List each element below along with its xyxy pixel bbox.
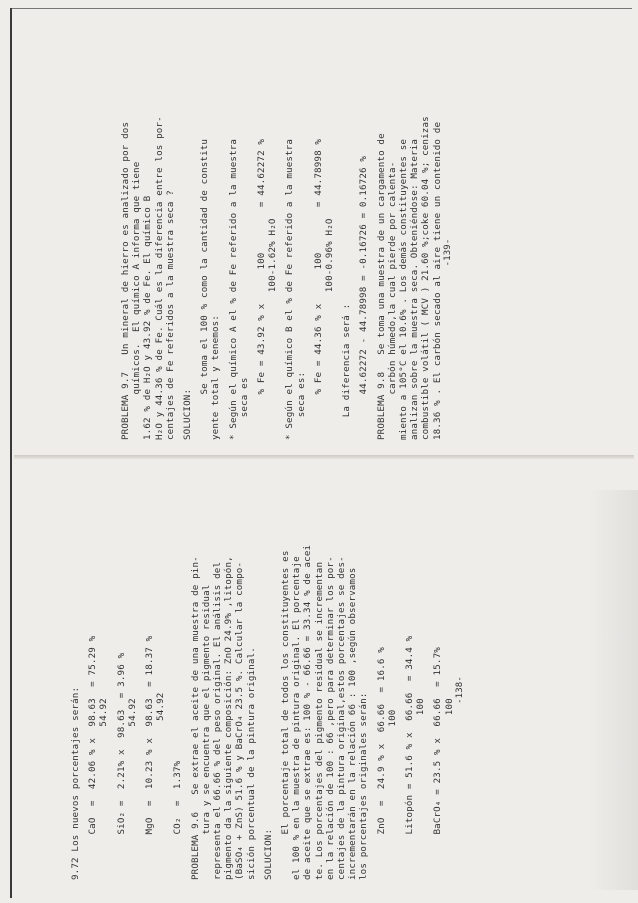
text-line: analizan sobre la muestra seca. Obteniéndose: Materia <box>409 138 421 440</box>
text-line: carbón húmedo,la cual pierde por calenta- <box>386 161 398 440</box>
text-line: CaO = 42.06 % x 98.63 = 75.29 % <box>87 635 99 880</box>
text-line: pigmento da la siguiente composición: ZnO 24.9% ,litopón, <box>223 556 235 880</box>
text-line: % Fe = 44.36 % x 100 = 44.78998 % <box>312 138 324 440</box>
text-line: 100 <box>415 698 427 880</box>
text-line: 54.92 <box>98 698 110 880</box>
text-line: miento a 105°C el 10.6% . Los demás constituyentes se <box>398 138 410 440</box>
text-line: el 100 % en la muestra de pintura original. El porcentaje <box>291 556 303 880</box>
page-139 <box>120 65 540 440</box>
text-line: * Según el químico A el % de Fe referido a la muestra <box>227 138 239 440</box>
page-138 <box>70 500 550 880</box>
text-line: SiO₂ = 2.21% x 98.63 = 3.96 % <box>115 652 127 880</box>
text-line: yente total y tenemos: <box>210 315 222 440</box>
text-line: MgO = 10.23 % x 98.63 = 18.37 % <box>144 635 156 880</box>
text-line: químicos. El químico A informa que tiene <box>131 161 143 440</box>
text-line: de aceite que se extrae es: 100 % - 66.66 = 33.34 % de acei <box>302 544 314 880</box>
text-line: 1.62 % de H₂O y 43.92 % de Fe. El químico B <box>142 195 154 440</box>
text-line: (BaSO₄ + ZnS) 51.6 % y BaCrO₄ 23.5 %. Calcular la compo- <box>234 561 246 880</box>
text-line: seca es <box>238 377 250 440</box>
text-line: 18.36 % . El carbón secado al aire tiene un contenido de <box>431 121 443 440</box>
page-number: -138- <box>454 676 465 704</box>
text-line: PROBLEMA 9.8 Se toma una muestra de un cargamento de <box>375 133 387 440</box>
text-line: 44.62272 - 44.78998 = -0.16726 = 0.16726 % <box>358 155 370 440</box>
scan-shadow <box>588 490 638 890</box>
text-line: sición porcentual de la pintura original. <box>245 647 257 880</box>
text-line: representa el 66.66 % del peso original. El análisis del <box>212 561 224 880</box>
text-line: PROBLEMA 9.6 Se extrae el aceite de una muestra de pin- <box>189 556 201 880</box>
text-line: SOLUCION: <box>182 388 194 440</box>
text-line: Litopón = 51.6 % x 66.66 = 34.4 % <box>404 635 416 880</box>
text-line: incrementarán en la relación 66 : 100 ,según observamos <box>347 567 359 880</box>
text-line: tura y se encuentra que el pigmento residual <box>200 584 212 880</box>
text-line: Se toma el 100 % como la cantidad de constitu <box>199 138 211 440</box>
text-line: La diferencia será : <box>341 303 353 440</box>
text-line: 54.92 <box>126 698 138 880</box>
text-line: los porcentajes originales serán: <box>358 692 370 880</box>
text-line: ZnO = 24.9 % x 66.66 = 16.6 % <box>375 647 387 880</box>
text-line: SOLUCION: <box>262 828 274 880</box>
text-line: centajes de Fe referidos a la muestra seca ? <box>164 190 176 440</box>
text-line: 100 <box>386 709 398 880</box>
text-line: * Según el químico B el % de Fe referido a la muestra <box>284 138 296 440</box>
text-line: centajes de la pintura original,estos porcentajes se des- <box>336 556 348 880</box>
text-line: combustible volátil ( MCV ) 21.60 %;coke 60.04 %; cenizas <box>420 116 432 440</box>
text-line: 100 <box>443 698 455 880</box>
text-line: % Fe = 43.92 % x 100 = 44.62272 % <box>256 138 268 440</box>
text-line: CO₂ = 1.37% <box>172 760 184 880</box>
text-line: 54.92 <box>155 692 167 880</box>
text-line: El porcentaje total de todos los constituyentes es <box>280 550 292 880</box>
page-left-edge <box>10 8 12 898</box>
page-number: -139- <box>442 238 453 267</box>
text-line: 9.72 Los nuevos porcentajes serán: <box>70 686 81 880</box>
page-top-edge <box>12 8 632 9</box>
text-line: en la relación de 100 : 66 ,pero para determinar los por- <box>324 556 336 880</box>
text-line: PROBLEMA 9.7 Un mineral de hierro es analizado por dos <box>120 121 131 440</box>
page-fold <box>14 455 634 459</box>
text-line: te. Los porcentajes del pigmento residual se incrementan <box>313 561 325 880</box>
text-line: 100-0.96% H₂O <box>324 218 336 440</box>
text-line: 100-1.62% H₂O <box>267 218 279 440</box>
text-line: BaCrO₄ = 23.5 % x 66.66 = 15.7% <box>432 647 444 880</box>
text-line: H₂O y 44.36 % de Fe. Cuál es la diferencia entre los por- <box>153 116 165 440</box>
text-line: seca es: <box>295 371 307 440</box>
